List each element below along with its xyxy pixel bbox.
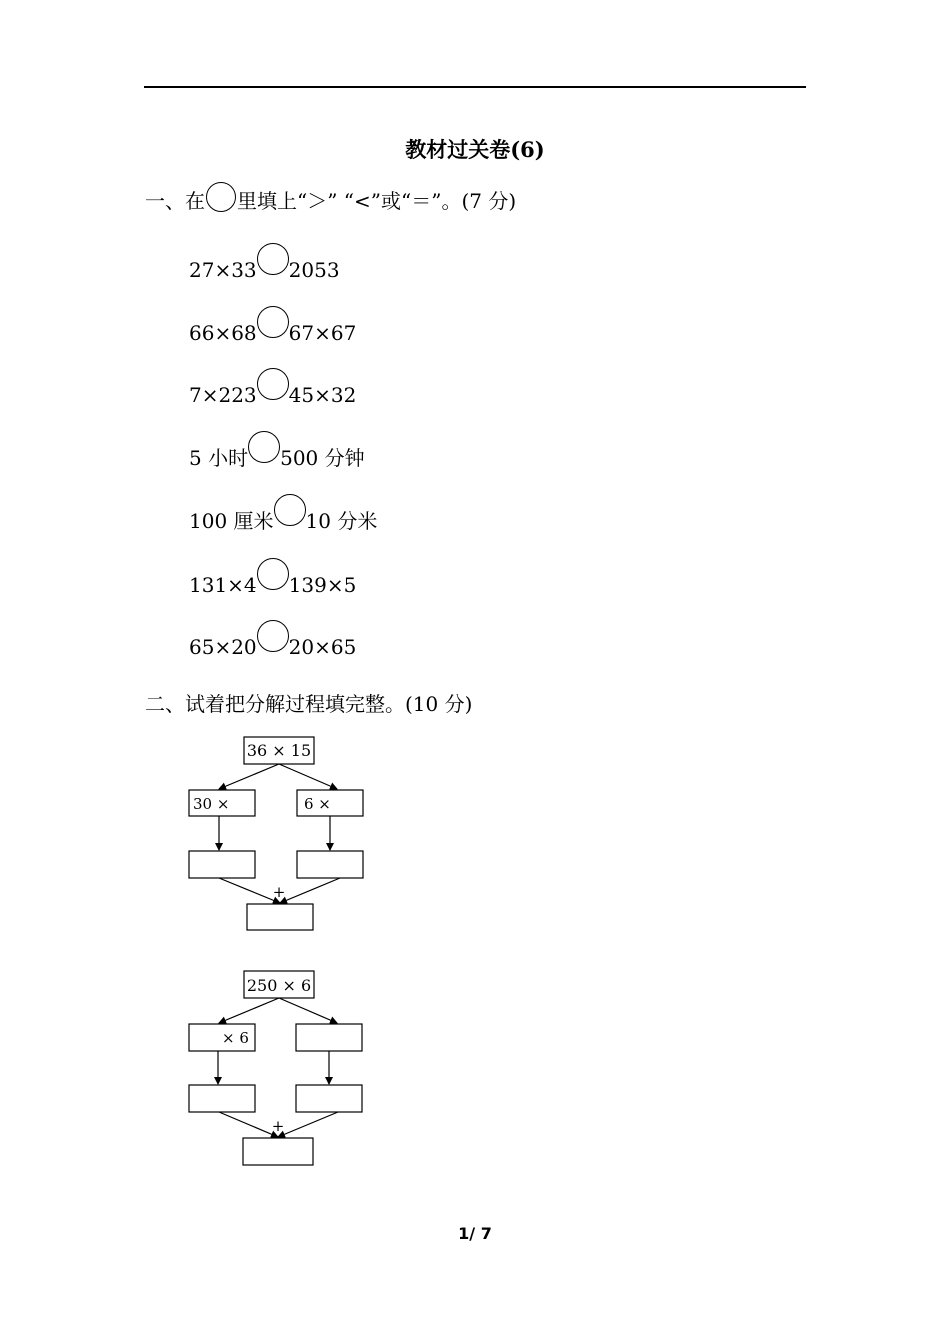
diagram-1-arrow-right <box>279 764 337 789</box>
page-number: 1/ 7 <box>458 1224 492 1243</box>
diagram-2-arrow-merge-left <box>219 1112 278 1137</box>
diagram-1-plus-sign: + <box>272 883 286 901</box>
comparison-left: 131×4 <box>189 573 257 597</box>
diagram-2-plus-sign: + <box>271 1117 285 1135</box>
diagram-1-sum-box[interactable] <box>247 904 313 930</box>
question-1-suffix: 里填上“＞” “<”或“＝”。(7 分) <box>237 189 517 213</box>
comparison-left: 66×68 <box>189 321 257 345</box>
comparison-right: 20×65 <box>288 635 357 659</box>
diagram-1-group <box>189 737 363 930</box>
diagram-1-right-result-box[interactable] <box>297 851 363 878</box>
diagram-2-right-result-box[interactable] <box>296 1085 362 1112</box>
diagram-2-right-split-box[interactable] <box>296 1024 362 1051</box>
diagram-2-arrow-merge-right <box>278 1112 338 1137</box>
comparison-right: 139×5 <box>288 573 357 597</box>
diagram-2-sum-box[interactable] <box>243 1138 313 1165</box>
comparison-left: 5 小时 <box>189 446 249 470</box>
page-title: 教材过关卷(6) <box>405 137 545 162</box>
comparison-right: 10 分米 <box>305 509 378 533</box>
comparison-left: 65×20 <box>189 635 257 659</box>
comparison-right: 2053 <box>288 258 340 282</box>
comparison-right: 67×67 <box>288 321 357 345</box>
diagram-1-top-label: 36 × 15 <box>246 741 312 760</box>
comparison-left: 100 厘米 <box>189 509 274 533</box>
comparison-left: 7×223 <box>189 383 257 407</box>
question-1-prefix: 一、在 <box>145 189 205 213</box>
diagram-1-left-result-box[interactable] <box>189 851 255 878</box>
diagram-2-arrow-left <box>219 998 279 1023</box>
comparison-right: 500 分钟 <box>280 446 365 470</box>
diagram-1-arrow-merge-right <box>280 878 340 903</box>
diagram-2-arrow-right <box>279 998 337 1023</box>
diagram-1-left-split-label: 30 × <box>193 795 230 813</box>
diagram-2-left-split-label: × 6 <box>222 1029 249 1047</box>
comparison-left: 27×33 <box>189 258 257 282</box>
diagram-2-top-label: 250 × 6 <box>246 976 312 995</box>
diagram-1-arrow-merge-left <box>219 878 280 903</box>
diagram-1-right-split-label: 6 × <box>304 795 331 813</box>
question-2-heading: 二、试着把分解过程填完整。(10 分) <box>145 692 473 716</box>
diagram-2-left-result-box[interactable] <box>189 1085 255 1112</box>
diagram-1-arrow-left <box>219 764 279 789</box>
comparison-right: 45×32 <box>288 383 357 407</box>
diagram-2-group <box>189 971 362 1165</box>
